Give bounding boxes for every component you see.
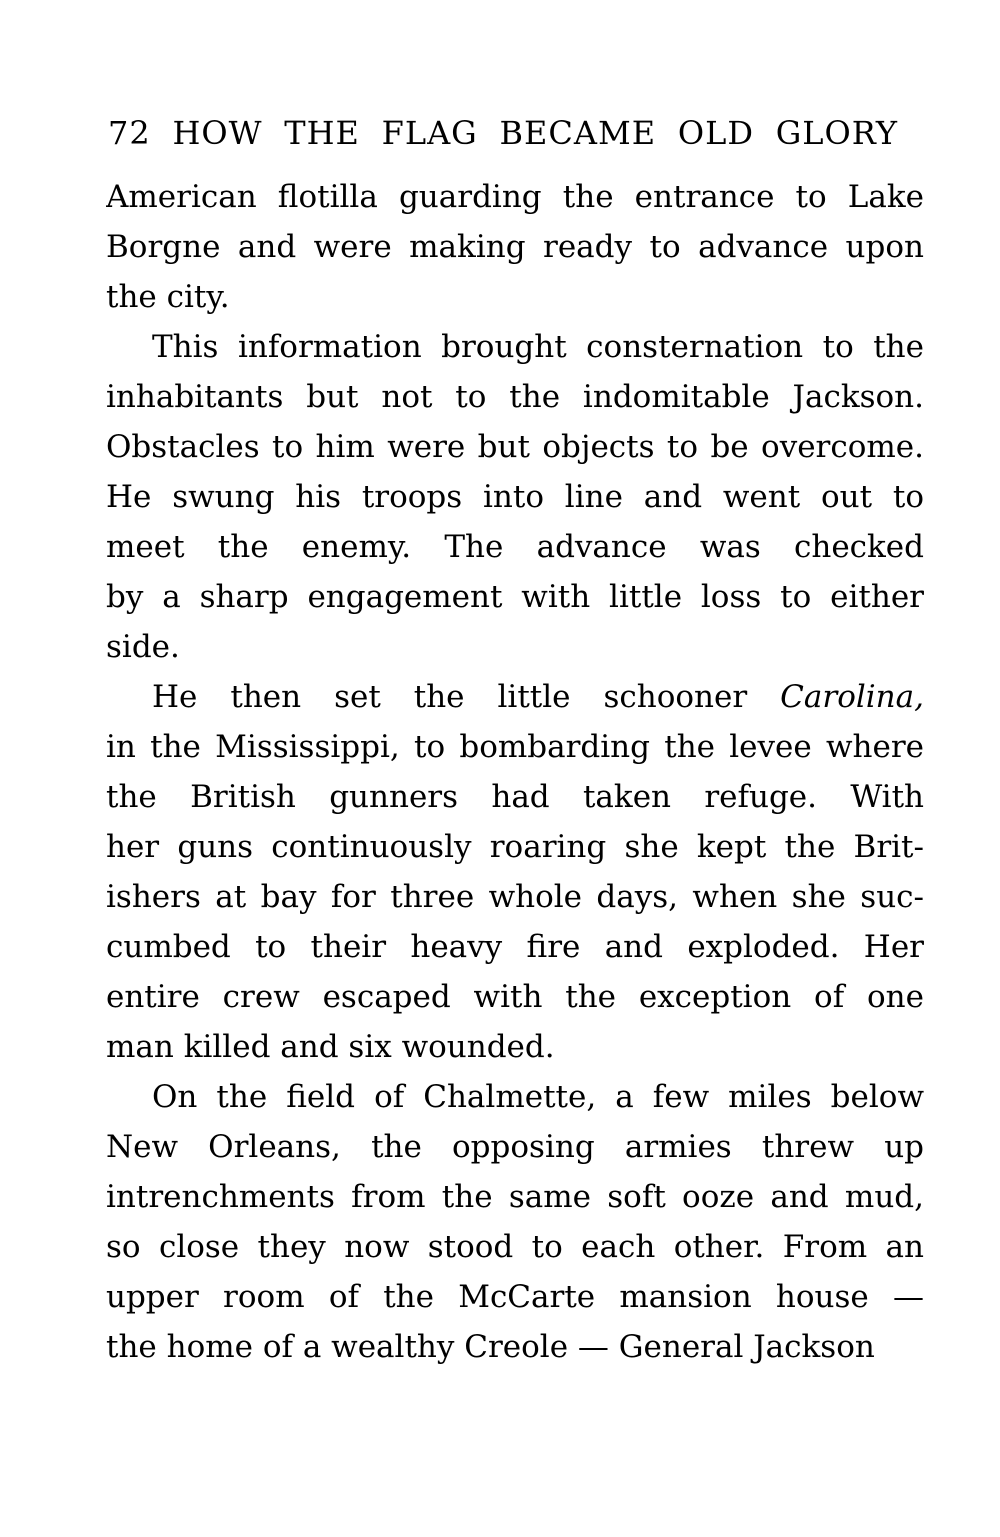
text-line: inhabitants but not to the indomitable Jackson. [106, 379, 924, 415]
text-line: New Orleans, the opposing armies threw up [106, 1129, 924, 1165]
text-line: meet the enemy. The advance was checked [106, 529, 924, 565]
text-line: ishers at bay for three whole days, when she suc- [106, 879, 924, 915]
text-line: the city. [106, 279, 230, 315]
running-title-word: THE [284, 114, 360, 152]
text-line: the British gunners had taken refuge. With [106, 779, 924, 815]
running-title-word: HOW [172, 114, 263, 152]
text-line: cumbed to their heavy fire and exploded. Her [106, 929, 924, 965]
text-line: This information brought consternation to the [152, 329, 924, 365]
running-title-word: BECAME [499, 114, 657, 152]
paragraph [106, 672, 924, 1072]
running-title-word: OLD [677, 114, 754, 152]
running-title-word: FLAG [381, 114, 478, 152]
text-line: Obstacles to him were but objects to be overcome. [106, 429, 924, 465]
text-line: so close they now stood to each other. From an [106, 1229, 924, 1265]
text-line: in the Mississippi, to bombarding the levee where [106, 729, 924, 765]
running-title-word: GLORY [775, 114, 898, 152]
text-line: by a sharp engagement with little loss to either [106, 579, 924, 615]
page-body [106, 172, 924, 1372]
text-line [106, 672, 924, 722]
text-line: Borgne and were making ready to advance upon [106, 229, 924, 265]
text-line: her guns continuously roaring she kept the Brit- [106, 829, 924, 865]
page-header [108, 114, 898, 152]
text-line: man killed and six wounded. [106, 1029, 555, 1065]
text-line: side. [106, 629, 180, 665]
paragraph [106, 172, 924, 322]
text-line: He swung his troops into line and went out to [106, 479, 924, 515]
text-line: upper room of the McCarte mansion house — [106, 1279, 924, 1315]
text-line: On the field of Chalmette, a few miles below [152, 1079, 924, 1115]
text-line: entire crew escaped with the exception of one [106, 979, 924, 1015]
paragraph [106, 322, 924, 672]
ship-name-italic: Carolina, [780, 679, 924, 715]
text-line: intrenchments from the same soft ooze and mud, [106, 1179, 924, 1215]
paragraph [106, 1072, 924, 1372]
page-number: 72 [108, 114, 151, 152]
text-line: American flotilla guarding the entrance to Lake [106, 179, 924, 215]
text-line: the home of a wealthy Creole — General Jackson [106, 1329, 875, 1365]
text-run: He then set the little schooner [152, 679, 748, 715]
